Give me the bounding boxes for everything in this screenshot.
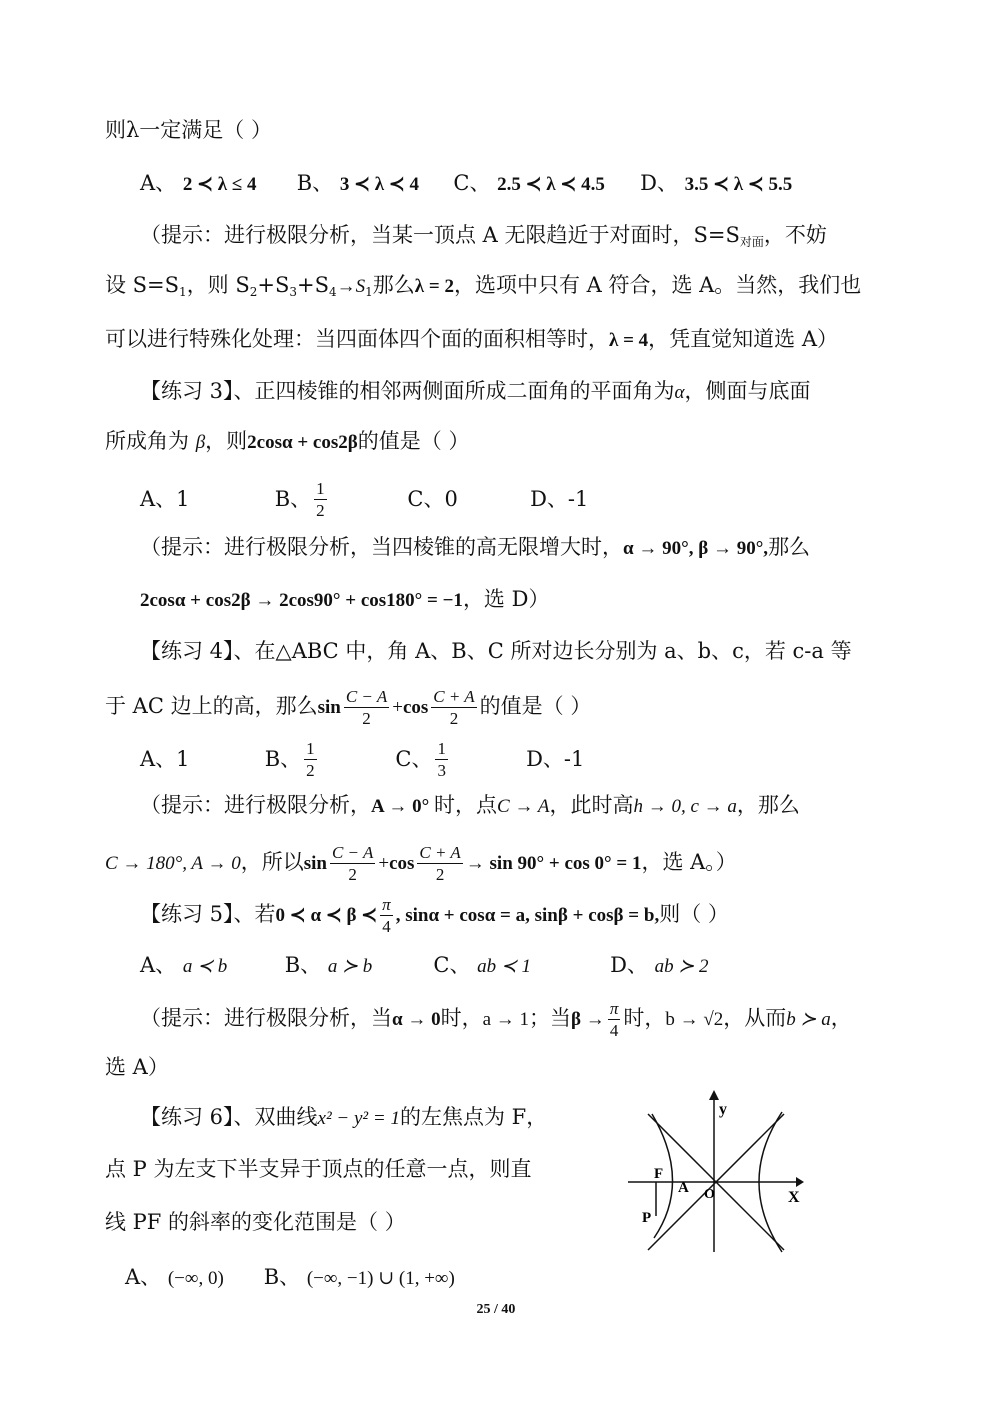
- exercise-6-line-1: 【练习 6】、双曲线x² − y² = 1的左焦点为 F，: [140, 1105, 548, 1129]
- exercise-5-line-1: 【练习 5】、若0 ≺ α ≺ β ≺ $\frac{\pi}{4}$ , sinα + cosα = a, sinβ + cosβ = b,则（ ）: [140, 895, 729, 936]
- hint-4-line-2: C → 180°, A → 0，所以sin $\frac{C - A}{2}$ +cos $\frac{C + A}{2}$ → sin 90° + cos 0° = 1，选 A。）: [105, 843, 737, 884]
- hint-5-line-2: 选 A）: [105, 1055, 169, 1079]
- exercise-6-line-3: 线 PF 的斜率的变化范围是（ ）: [105, 1210, 406, 1234]
- option-b: B、 (−∞, −1) ∪ (1, +∞): [263, 1265, 455, 1289]
- x-label: X: [788, 1189, 800, 1206]
- option-d: D、 3.5 ≺ λ ≺ 5.5: [640, 171, 793, 195]
- point-f-label: F: [654, 1166, 664, 1182]
- point-p-label: P: [642, 1210, 652, 1226]
- option-d: D、 ab ≻ 2: [610, 953, 709, 977]
- exercise-3-line-2: 所成角为 β，则2cosα + cos2β的值是（ ）: [105, 429, 470, 453]
- origin-label: O: [704, 1187, 715, 1202]
- question-2-tail: [105, 115, 272, 145]
- hint-3-line-2: 2cosα + cos2β → 2cos90° + cos180° = −1，选 D）: [140, 587, 550, 611]
- hint-5-line-1: （提示：进行极限分析，当α → 0时，a → 1；当β → $\frac{\pi}{4}$ 时，b → √2，从而b ≻ a，: [140, 999, 852, 1040]
- question-2-options: [140, 168, 792, 200]
- text: 则λ一定满足（ ）: [105, 118, 272, 142]
- option-b: B、 a ≻ b: [284, 953, 373, 977]
- hint-2-line-3: 可以进行特殊化处理：当四面体四个面的面积相等时，λ = 4，凭直觉知道选 A）: [105, 327, 839, 351]
- page-number: 25 / 40: [476, 1302, 516, 1317]
- question-4-options: [140, 738, 584, 781]
- option-d: D、-1: [530, 487, 589, 511]
- option-b: B、 $\frac{1}{2}$: [274, 479, 325, 520]
- x-axis-arrow-icon: [796, 1177, 804, 1187]
- option-a: A、 a ≺ b: [140, 953, 228, 977]
- option-d: D、-1: [526, 747, 585, 771]
- option-c: C、 $\frac{1}{3}$: [395, 739, 446, 780]
- y-axis-arrow-icon: [709, 1090, 719, 1100]
- hint-2-line-2: 设 $S=S_1$，则 $S_2+S_3+S_4\to S_1$那么λ = 2，选项中只有 A 符合，选 A。当然，我们也: [105, 273, 862, 299]
- option-a: A、 2 ≺ λ ≤ 4: [140, 171, 257, 195]
- y-label: y: [719, 1101, 727, 1118]
- question-3-options: [140, 478, 588, 521]
- question-6-options: [125, 1262, 455, 1294]
- hint-4-line-1: （提示：进行极限分析，A → 0° 时，点C → A，此时高h → 0, c → a，那么: [140, 793, 800, 817]
- hint-2-line-1: （提示：进行极限分析，当某一顶点 A 无限趋近于对面时，$S=S_{对面}$，不妨: [140, 223, 827, 249]
- option-c: C、 2.5 ≺ λ ≺ 4.5: [453, 171, 605, 195]
- option-a: A、1: [140, 487, 190, 511]
- option-b: B、 $\frac{1}{2}$: [264, 739, 315, 780]
- hyperbola-figure: [624, 1088, 804, 1258]
- exercise-3-line-1: 【练习 3】、正四棱锥的相邻两侧面所成二面角的平面角为α，侧面与底面: [140, 379, 811, 403]
- hint-3-line-1: （提示：进行极限分析，当四棱锥的高无限增大时，α → 90°, β → 90°,那么: [140, 535, 811, 559]
- exercise-6-line-2: 点 P 为左支下半支异于顶点的任意一点，则直: [105, 1157, 532, 1181]
- option-a: A、1: [140, 747, 190, 771]
- option-a: A、 (−∞, 0): [125, 1265, 224, 1289]
- exercise-4-line-1: 【练习 4】、在△ABC 中，角 A、B、C 所对边长分别为 a、b、c，若 c-a 等: [140, 639, 852, 663]
- option-c: C、0: [407, 487, 458, 511]
- option-c: C、 ab ≺ 1: [433, 953, 532, 977]
- option-b: B、 3 ≺ λ ≺ 4: [296, 171, 419, 195]
- exercise-4-line-2: 于 AC 边上的高，那么sin $\frac{C - A}{2}$ +cos $\frac{C + A}{2}$ 的值是（ ）: [105, 687, 592, 728]
- question-5-options: [140, 950, 709, 982]
- point-a-label: A: [678, 1180, 689, 1196]
